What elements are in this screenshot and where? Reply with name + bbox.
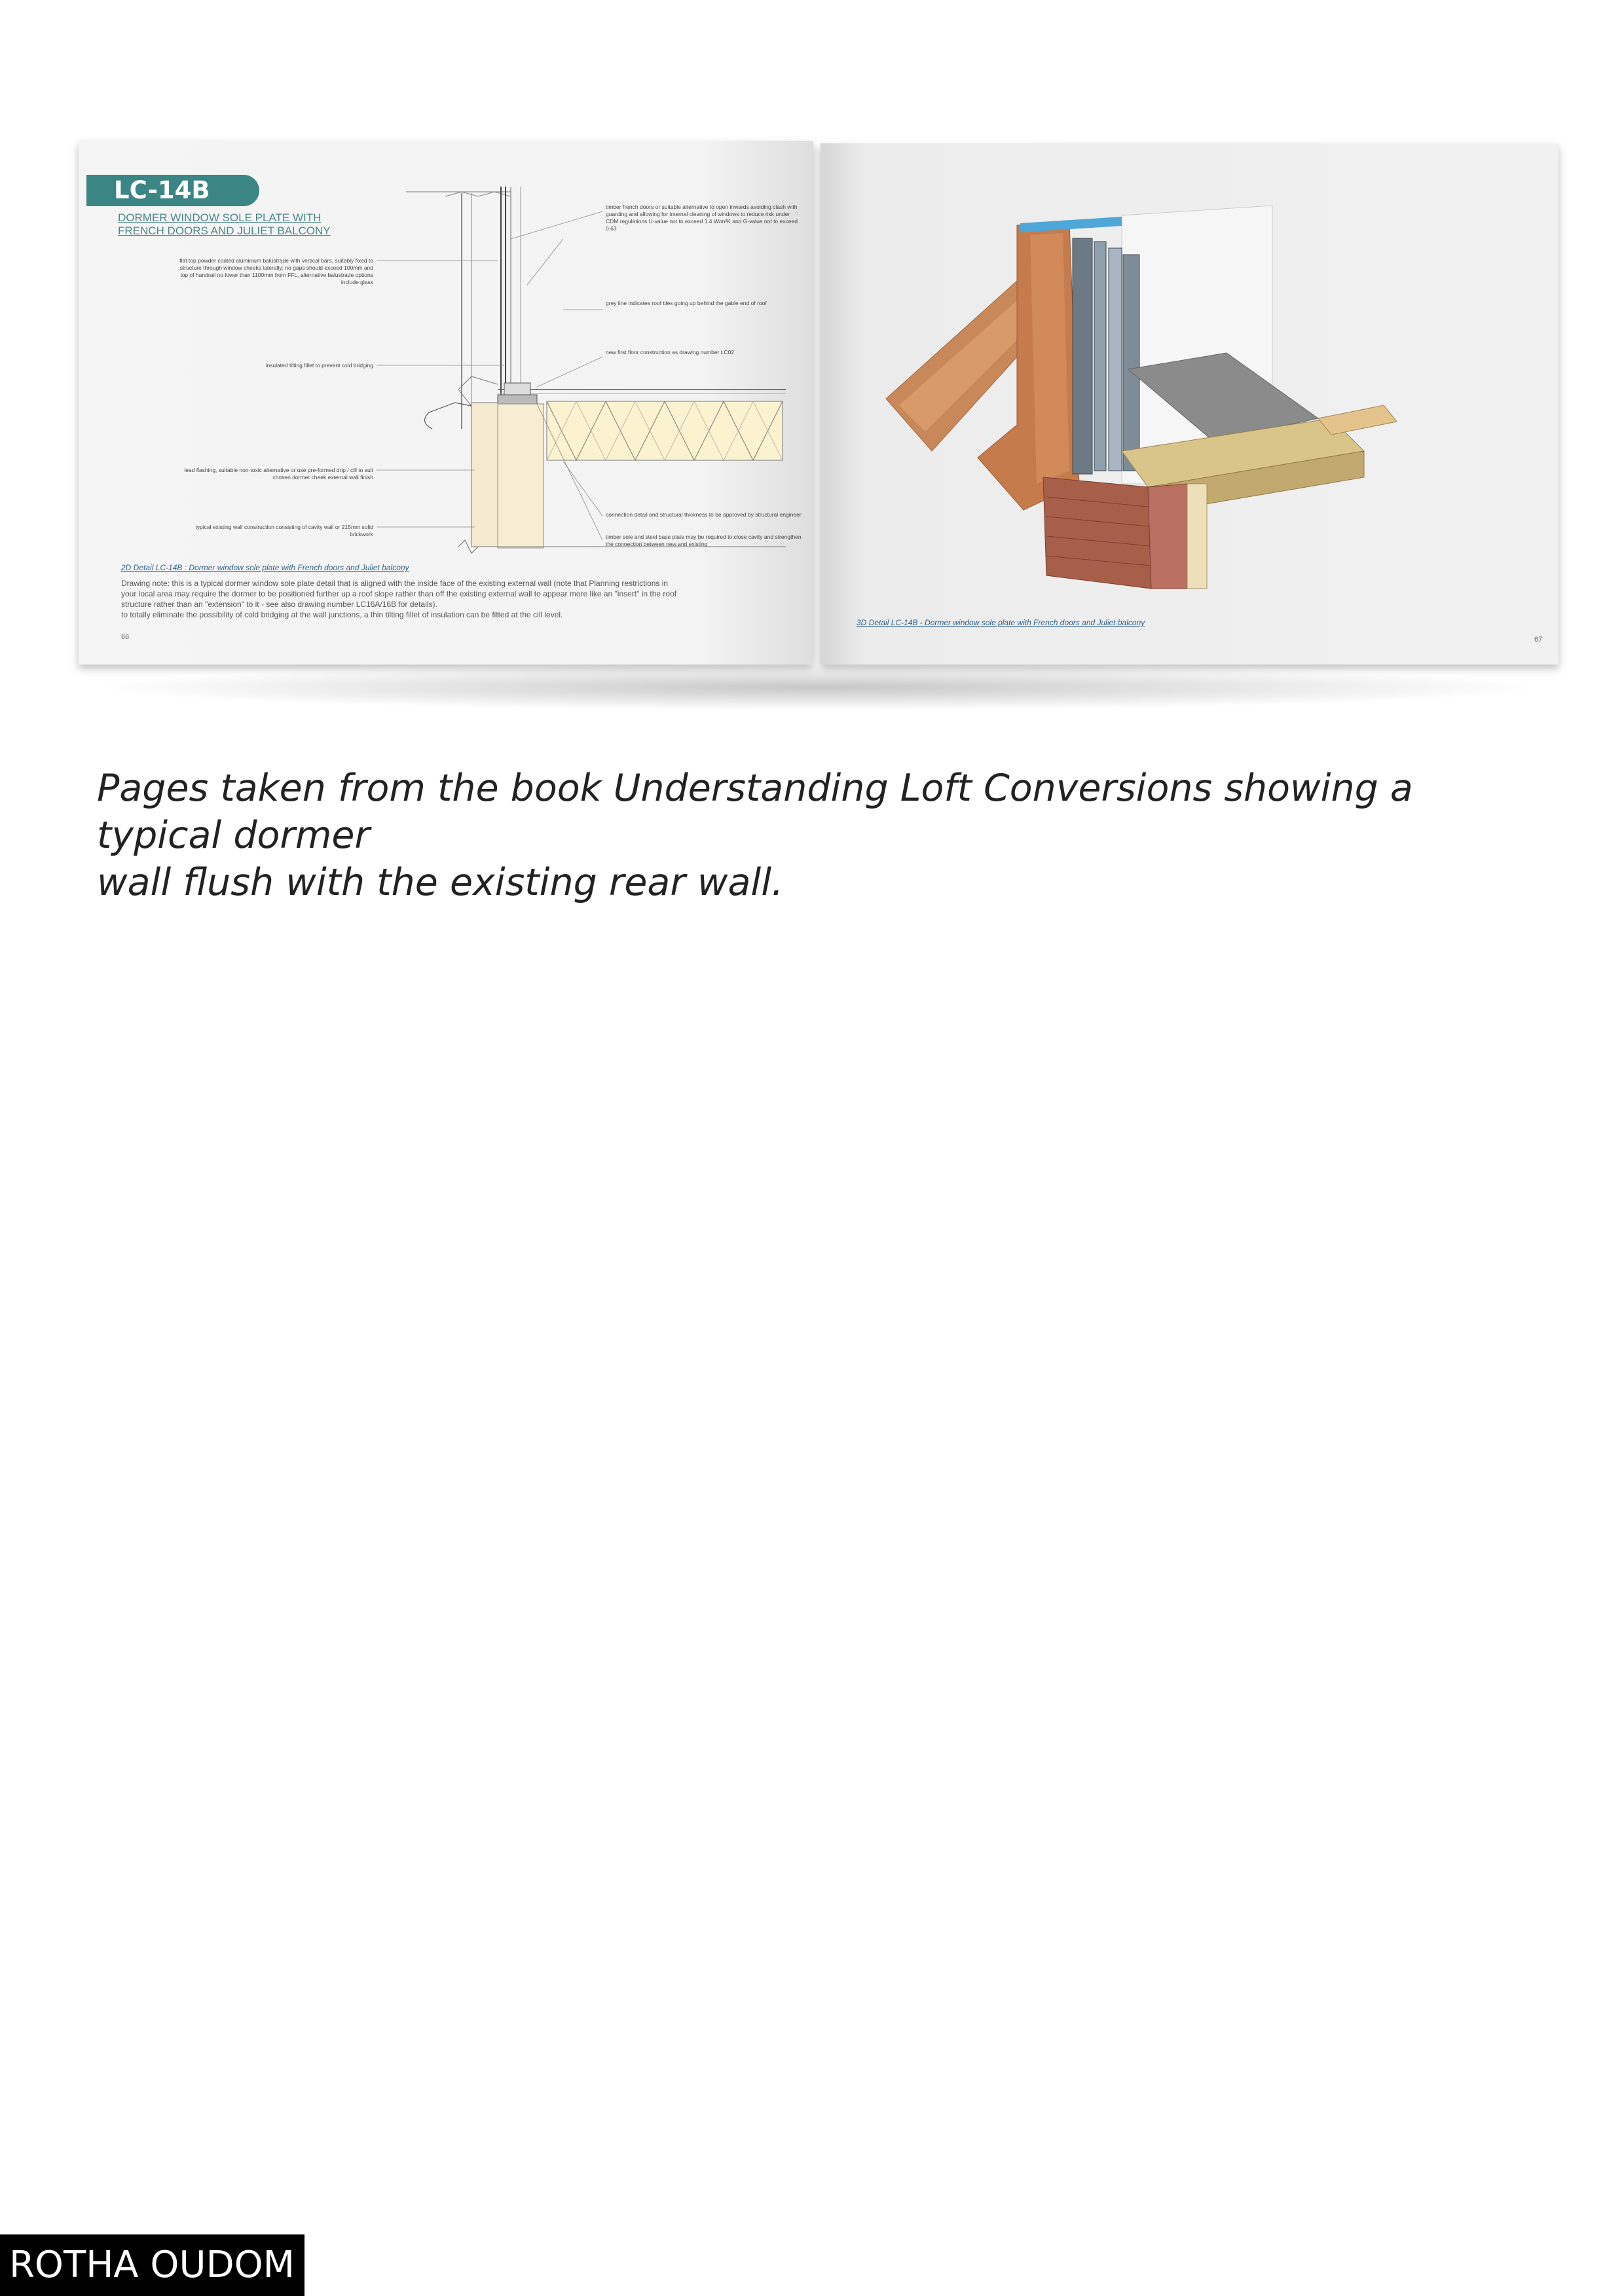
caption-2d: 2D Detail LC-14B : Dormer window sole plate with French doors and Juliet balcony	[121, 563, 409, 572]
drawing-note-line-1: Drawing note: this is a typical dormer window sole plate detail that is aligned with the inside face of the existing external wall (note that Planning restrictions in	[121, 579, 669, 588]
figure-caption-line-2: wall flush with the existing rear wall.	[97, 861, 784, 904]
note-right-1: timber french doors or suitable alternative to open inwards avoiding clash with guarding and allowing for internal cleaning of windows to reduce risk under CDM regulations U-value not to exceed 1.4 W/m²K and G-value not to exceed 0.63	[606, 204, 798, 232]
3d-illustration	[821, 143, 1559, 665]
subtitle-line-2: FRENCH DOORS AND JULIET BALCONY	[118, 225, 331, 237]
caption-3d: 3D Detail LC-14B - Dormer window sole plate with French doors and Juliet balcony	[857, 618, 1145, 627]
book-spread	[79, 141, 1559, 710]
subtitle-line-1: DORMER WINDOW SOLE PLATE WITH	[118, 211, 322, 224]
right-page	[821, 143, 1559, 665]
book-shadow	[92, 665, 1545, 710]
note-left-4: typical existing wall construction consisting of cavity wall or 215mm solid brickwork	[195, 524, 373, 538]
drawing-note	[121, 578, 809, 620]
figure-caption	[97, 765, 1538, 906]
note-right-2: grey line indicates roof tiles going up behind the gable end of roof	[606, 300, 767, 306]
author-label: ROTHA OUDOM	[0, 2234, 304, 2296]
figure-caption-line-1: Pages taken from the book Understanding Loft Conversions showing a typical dormer	[97, 767, 1413, 857]
note-left-1: flat top powder coated aluminium balustrade with vertical bars, suitably fixed to structure through window cheeks laterally; no gaps should exceed 100mm and top of handrail no lower than 1100mm from FFL, alternative balustrade options include glass	[179, 257, 373, 285]
drawing-note-line-3: structure rather than an "extension" to it - see also drawing number LC16A/16B for details).	[121, 600, 437, 609]
detail-tag: LC-14B	[86, 175, 259, 206]
note-right-3: new first floor construction as drawing number LC02	[606, 349, 735, 355]
note-left-3: lead flashing, suitable non-toxic alternative or use pre-formed drip / cill to suit chosen dormer cheek external wall finish	[184, 467, 373, 481]
note-right-4: connection detail and structural thickness to be approved by structural engineer	[606, 511, 802, 518]
drawing-note-line-2: your local area may require the dormer to be positioned further up a roof slope rather than off the existing external wall to appear more like an "insert" in the roof	[121, 589, 677, 598]
page-number-left: 66	[121, 633, 130, 641]
drawing-note-line-4: to totally eliminate the possibility of cold bridging at the wall junctions, a thin tilting fillet of insulation can be fitted at the cill level.	[121, 610, 563, 619]
note-right-5: timber sole and steel base plate may be required to close cavity and strengthen the connection between new and existing	[606, 534, 802, 547]
page-number-right: 67	[1534, 636, 1543, 644]
note-left-2: insulated tilting fillet to prevent cold bridging	[265, 362, 373, 369]
left-page	[79, 141, 813, 665]
